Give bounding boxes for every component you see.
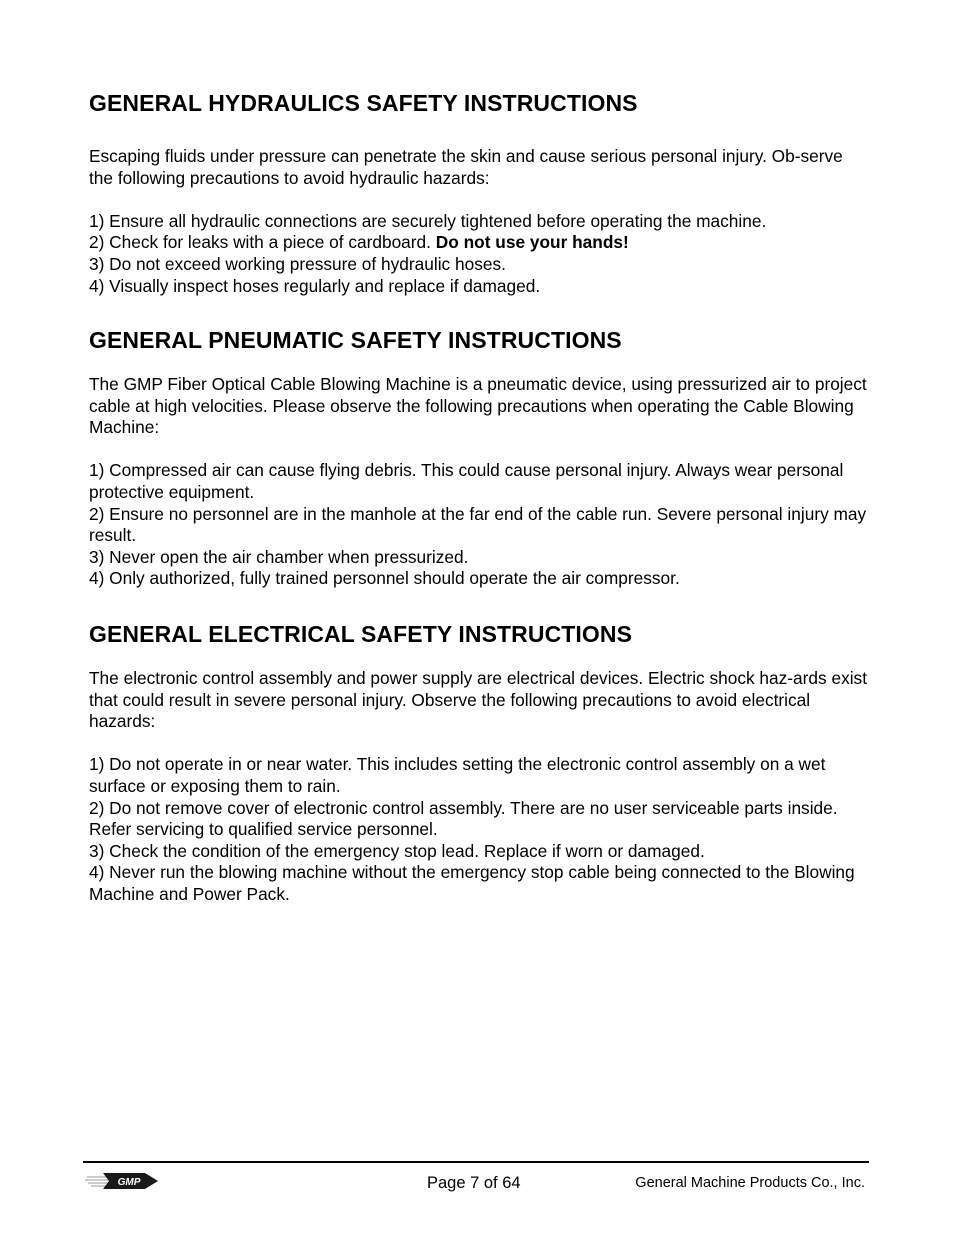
company-name: General Machine Products Co., Inc. [635, 1175, 865, 1191]
pneumatic-heading: GENERAL PNEUMATIC SAFETY INSTRUCTIONS [89, 327, 622, 353]
list-item: 4) Never run the blowing machine without the emergency stop cable being connected to the Blowing Machine and Power Pack. [89, 862, 855, 904]
list-item-text: 2) Check for leaks with a piece of cardboard. [89, 232, 436, 253]
list-item: 3) Check the condition of the emergency stop lead. Replace if worn or damaged. [89, 840, 705, 861]
hydraulics-heading: GENERAL HYDRAULICS SAFETY INSTRUCTIONS [89, 90, 638, 116]
hydraulics-section [89, 89, 869, 297]
hydraulics-list [89, 211, 869, 297]
electrical-list [89, 754, 869, 905]
list-item: 2) Ensure no personnel are in the manhole at the far end of the cable run. Severe personal injury may result. [89, 503, 867, 546]
list-item: 4) Visually inspect hoses regularly and replace if damaged. [89, 275, 541, 296]
pneumatic-list [89, 460, 869, 590]
page-number: Page 7 of 64 [427, 1174, 521, 1192]
hydraulics-intro: Escaping fluids under pressure can penetrate the skin and cause serious personal injury. Ob-serve the following precautions to avoid hydraulic hazards: [89, 146, 843, 188]
logo-text: GMP [117, 1177, 141, 1188]
electrical-heading: GENERAL ELECTRICAL SAFETY INSTRUCTIONS [89, 621, 633, 647]
list-item: 1) Do not operate in or near water. This includes setting the electronic control assembly on a wet surface or exposing them to rain. [89, 754, 826, 796]
footer-divider [83, 1161, 869, 1163]
list-item: 3) Do not exceed working pressure of hydraulic hoses. [89, 253, 506, 274]
list-item: 2) Do not remove cover of electronic control assembly. There are no user serviceable parts inside. Refer servicing to qualified service personnel. [89, 797, 838, 840]
list-item: 1) Compressed air can cause flying debris. This could cause personal injury. Always wear personal protective equipment. [89, 460, 844, 502]
electrical-section [89, 620, 869, 906]
list-item-warning: Do not use your hands! [435, 232, 629, 253]
list-item: 3) Never open the air chamber when pressurized. [89, 546, 469, 567]
electrical-intro: The electronic control assembly and power supply are electrical devices. Electric shock haz-ards exist that could result in severe personal injury. Observe the following precautions to avoid electrical hazards: [89, 668, 867, 732]
list-item [89, 232, 869, 254]
gmp-logo-icon [85, 1170, 159, 1192]
list-item: 4) Only authorized, fully trained personnel should operate the air compressor. [89, 568, 680, 589]
pneumatic-section [89, 326, 869, 590]
list-item: 1) Ensure all hydraulic connections are securely tightened before operating the machine. [89, 210, 767, 231]
pneumatic-intro: The GMP Fiber Optical Cable Blowing Machine is a pneumatic device, using pressurized air to project cable at high velocities. Please observe the following precautions when operating the Cable Blowing Machine: [89, 374, 867, 438]
